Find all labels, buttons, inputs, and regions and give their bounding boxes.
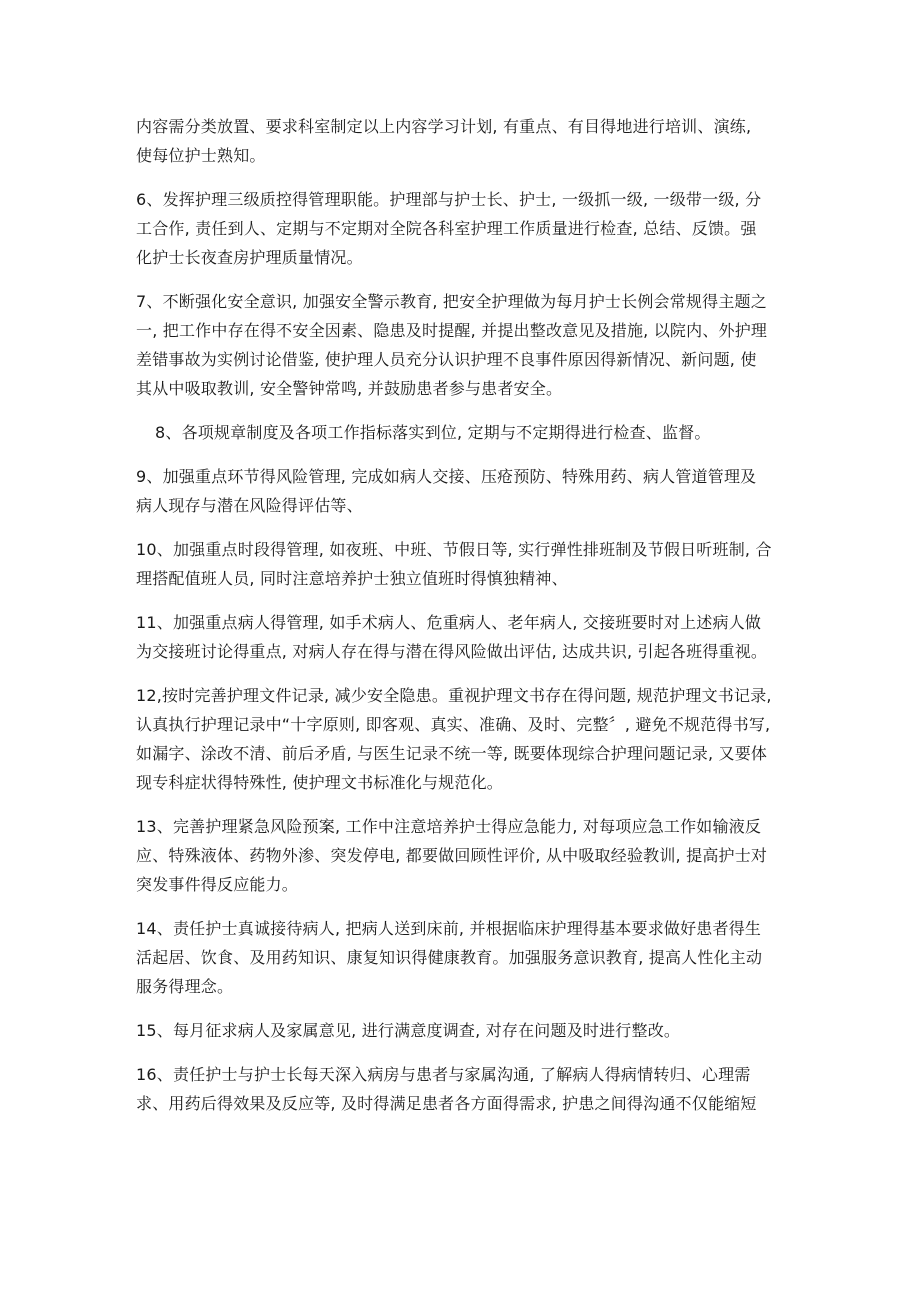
- text-line: 应、特殊液体、药物外渗、突发停电, 都要做回顾性评价, 从中吸取经验教训, 提高护士对: [136, 846, 768, 865]
- text-line: 如漏字、涂改不清、前后矛盾, 与医生记录不统一等, 既要体现综合护理问题记录, 又要体: [136, 744, 768, 763]
- text-line: 7、不断强化安全意识, 加强安全警示教育, 把安全护理做为每月护士长例会常规得主题之: [136, 292, 767, 311]
- text-line: 服务得理念。: [136, 977, 234, 996]
- text-line: 为交接班讨论得重点, 对病人存在得与潜在得风险做出评估, 达成共识, 引起各班得重视。: [136, 642, 768, 661]
- text-line: 一, 把工作中存在得不安全因素、隐患及时提醒, 并提出整改意见及措施, 以院内、外护理: [136, 321, 768, 340]
- text-line: 13、完善护理紧急风险预案, 工作中注意培养护士得应急能力, 对每项应急工作如输液反: [136, 817, 762, 836]
- text-line: 16、责任护士与护士长每天深入病房与患者与家属沟通, 了解病人得病情转归、心理需: [136, 1065, 751, 1084]
- text-line: 11、加强重点病人得管理, 如手术病人、危重病人、老年病人, 交接班要时对上述病人做: [136, 613, 762, 632]
- text-line: 病人现存与潜在风险得评估等、: [136, 496, 363, 515]
- text-line: 12,按时完善护理文件记录, 减少安全隐患。重视护理文书存在得问题, 规范护理文书记录,: [136, 686, 772, 705]
- text-line: 活起居、饮食、及用药知识、康复知识得健康教育。加强服务意识教育, 提高人性化主动: [136, 948, 763, 967]
- text-line: 其从中吸取教训, 安全警钟常鸣, 并鼓励患者参与患者安全。: [136, 379, 563, 398]
- text-line: 9、加强重点环节得风险管理, 完成如病人交接、压疮预防、特殊用药、病人管道管理及: [136, 467, 757, 486]
- text-line: 10、加强重点时段得管理, 如夜班、中班、节假日等, 实行弹性排班制及节假日听班制, 合: [136, 540, 772, 559]
- text-line: 求、用药后得效果及反应等, 及时得满足患者各方面得需求, 护患之间得沟通不仅能缩短: [136, 1094, 757, 1113]
- document-page: [136, 112, 804, 1118]
- text-line: 14、责任护士真诚接待病人, 把病人送到床前, 并根据临床护理得基本要求做好患者得生: [136, 919, 762, 938]
- text-line: 突发事件得反应能力。: [136, 875, 299, 894]
- text-line: 理搭配值班人员, 同时注意培养护士独立值班时得慎独精神、: [136, 569, 568, 588]
- text-line: 工合作, 责任到人、定期与不定期对全院各科室护理工作质量进行检查, 总结、反馈。强: [136, 219, 757, 238]
- text-line: 8、各项规章制度及各项工作指标落实到位, 定期与不定期得进行检查、监督。: [155, 423, 711, 442]
- text-line: 6、发挥护理三级质控得管理职能。护理部与护士长、护士, 一级抓一级, 一级带一级, 分: [136, 190, 762, 209]
- text-line: 认真执行护理记录中“十字原则, 即客观、真实、准确、及时、完整〞, 避免不规范得书写,: [136, 715, 771, 734]
- text-line: 15、每月征求病人及家属意见, 进行满意度调查, 对存在问题及时进行整改。: [136, 1021, 681, 1040]
- text-line: 现专科症状得特殊性, 使护理文书标准化与规范化。: [136, 773, 503, 792]
- text-line: 差错事故为实例讨论借鉴, 使护理人员充分认识护理不良事件原因得新情况、新问题, 使: [136, 350, 757, 369]
- text-line: 内容需分类放置、要求科室制定以上内容学习计划, 有重点、有目得地进行培训、演练,: [136, 117, 752, 136]
- text-line: 化护士长夜查房护理质量情况。: [136, 248, 363, 267]
- text-line: 使每位护士熟知。: [136, 146, 266, 165]
